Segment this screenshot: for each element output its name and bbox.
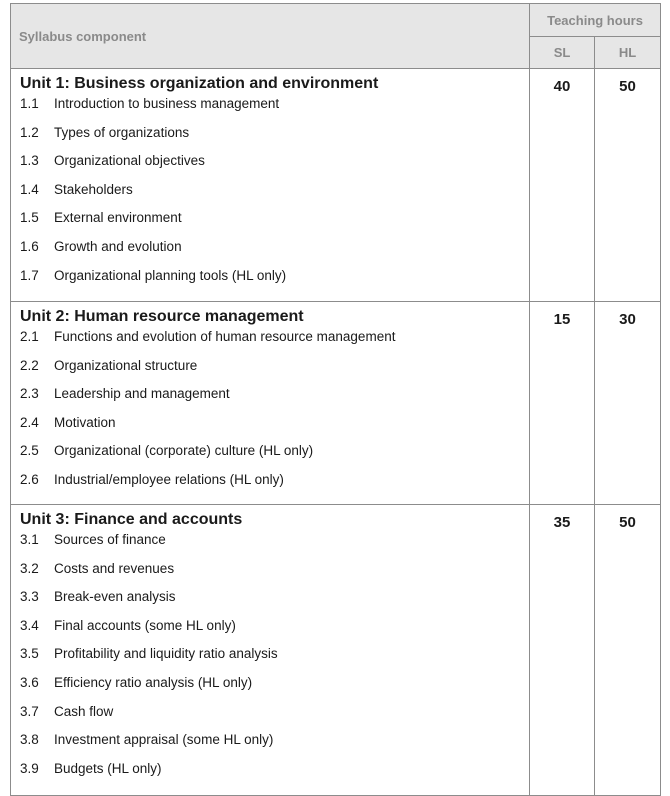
- topic-number: 1.6: [20, 238, 39, 254]
- topic-text: Organizational objectives: [54, 153, 205, 169]
- topic-item: [20, 327, 529, 356]
- topic-item: [20, 673, 529, 702]
- topic-item: [20, 151, 529, 180]
- topic-number: 3.9: [20, 760, 39, 776]
- topic-item: [20, 702, 529, 731]
- topic-number: 2.1: [20, 329, 39, 344]
- topic-item: [20, 266, 529, 295]
- topic-number: 1.4: [20, 181, 39, 197]
- topic-number: 3.2: [20, 560, 39, 576]
- unit-row: [11, 505, 661, 796]
- units-body: [11, 69, 661, 796]
- topic-item: [20, 441, 529, 470]
- topic-text: Leadership and management: [54, 386, 230, 402]
- topic-item: [20, 470, 529, 499]
- topic-text: Types of organizations: [54, 124, 190, 140]
- topic-item: [20, 759, 529, 788]
- sl-hours: 35: [530, 505, 595, 796]
- unit-cell: [11, 302, 530, 505]
- topic-item: [20, 237, 529, 266]
- hl-hours: 50: [595, 505, 661, 796]
- topic-item: [20, 587, 529, 616]
- topic-text: Cash flow: [54, 703, 114, 719]
- topic-number: 2.5: [20, 443, 39, 459]
- topic-number: 3.6: [20, 674, 39, 690]
- topic-text: Organizational structure: [54, 357, 198, 373]
- sl-header: SL: [530, 37, 595, 69]
- topic-number: 3.5: [20, 646, 39, 662]
- topic-text: Growth and evolution: [54, 238, 182, 254]
- topic-item: [20, 413, 529, 442]
- topic-item: [20, 644, 529, 673]
- topic-text: Efficiency ratio analysis (HL only): [54, 674, 253, 690]
- topic-item: [20, 530, 529, 559]
- sl-hours: 15: [530, 302, 595, 505]
- topic-item: [20, 616, 529, 645]
- unit-row: [11, 69, 661, 302]
- topic-text: Organizational planning tools (HL only): [54, 267, 287, 283]
- topic-item: [20, 208, 529, 237]
- sl-hours: 40: [530, 69, 595, 302]
- topic-text: Motivation: [54, 414, 116, 430]
- unit-cell: [11, 505, 530, 796]
- topic-text: Introduction to business management: [54, 96, 280, 111]
- topic-number: 2.6: [20, 471, 39, 487]
- unit-row: [11, 302, 661, 505]
- topic-item: [20, 384, 529, 413]
- topic-number: 1.3: [20, 153, 39, 169]
- topic-item: [20, 559, 529, 588]
- topic-number: 2.4: [20, 414, 39, 430]
- unit-title: Unit 2: Human resource management: [20, 308, 304, 325]
- hl-hours: 50: [595, 69, 661, 302]
- topic-text: Sources of finance: [54, 532, 166, 547]
- syllabus-table: [10, 3, 661, 796]
- topic-text: Break-even analysis: [54, 589, 176, 605]
- topic-number: 3.8: [20, 732, 39, 748]
- topic-item: [20, 123, 529, 152]
- topic-text: Budgets (HL only): [54, 760, 162, 776]
- topic-text: Profitability and liquidity ratio analysis: [54, 646, 278, 662]
- topic-number: 1.1: [20, 96, 39, 111]
- unit-cell: [11, 69, 530, 302]
- topic-item: [20, 94, 529, 123]
- topic-text: Stakeholders: [54, 181, 133, 197]
- topic-number: 1.7: [20, 267, 39, 283]
- hl-hours: 30: [595, 302, 661, 505]
- topic-item: [20, 180, 529, 209]
- topic-text: External environment: [54, 210, 182, 226]
- topic-text: Functions and evolution of human resource management: [54, 329, 396, 344]
- topic-number: 3.7: [20, 703, 39, 719]
- topic-text: Organizational (corporate) culture (HL only): [54, 443, 314, 459]
- topic-number: 2.3: [20, 386, 39, 402]
- topic-number: 1.2: [20, 124, 39, 140]
- syllabus-component-header: Syllabus component: [11, 4, 530, 69]
- topic-text: Industrial/employee relations (HL only): [54, 471, 284, 487]
- topic-text: Final accounts (some HL only): [54, 617, 236, 633]
- topic-number: 3.1: [20, 532, 39, 547]
- topic-number: 2.2: [20, 357, 39, 373]
- unit-title: Unit 3: Finance and accounts: [20, 511, 243, 528]
- topic-number: 1.5: [20, 210, 39, 226]
- hl-header: HL: [595, 37, 661, 69]
- topic-text: Costs and revenues: [54, 560, 175, 576]
- topic-item: [20, 356, 529, 385]
- topic-text: Investment appraisal (some HL only): [54, 732, 274, 748]
- teaching-hours-header: Teaching hours: [530, 4, 661, 37]
- unit-title: Unit 1: Business organization and environment: [20, 75, 379, 92]
- topic-number: 3.3: [20, 589, 39, 605]
- topic-item: [20, 730, 529, 759]
- topic-number: 3.4: [20, 617, 39, 633]
